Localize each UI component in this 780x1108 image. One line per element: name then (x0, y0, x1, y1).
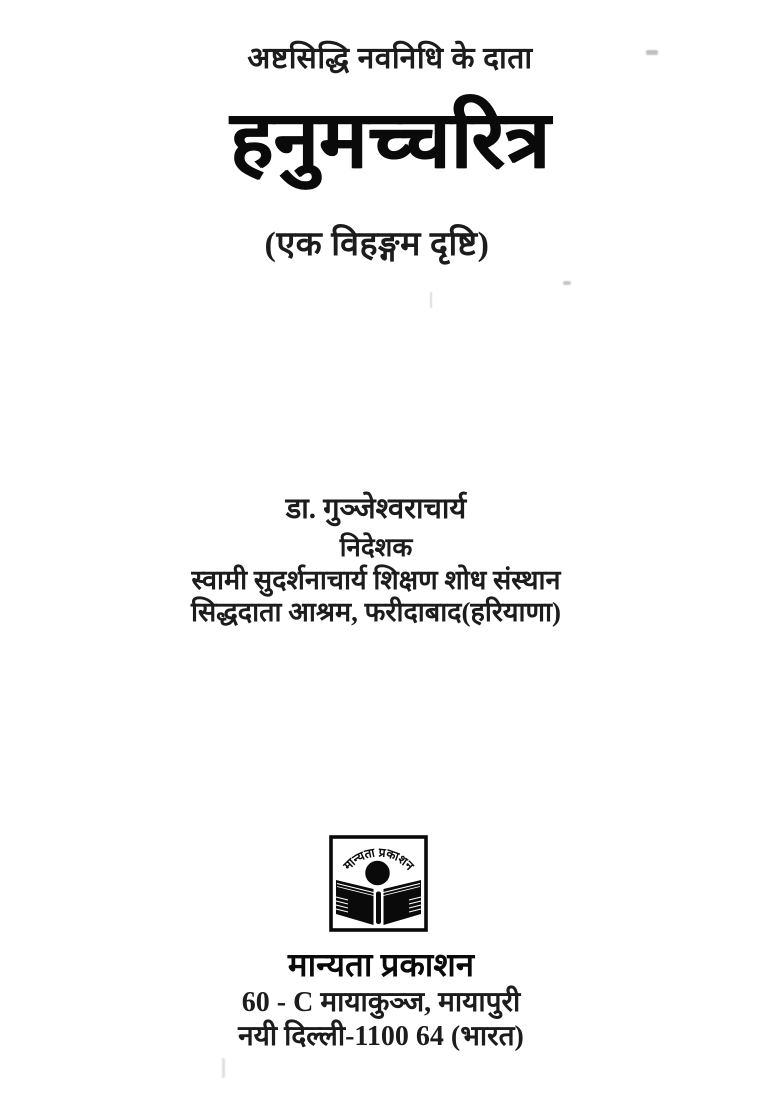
scan-speck (430, 292, 432, 308)
logo-arc-text: मान्यता प्रकाशन (340, 845, 417, 873)
author-name: डा. गुञ्जेश्वराचार्य (285, 493, 467, 525)
book-subtitle: (एक विहङ्गम दृष्टि) (264, 226, 490, 263)
publisher-name: मान्यता प्रकाशन (287, 948, 475, 984)
scan-speck (563, 281, 571, 285)
author-institution: स्वामी सुदर्शनाचार्य शिक्षण शोध संस्थान (191, 565, 561, 595)
author-designation: निदेशक (339, 533, 413, 562)
author-location: सिद्धदाता आश्रम, फरीदाबाद(हरियाणा) (190, 597, 562, 627)
book-tagline: अष्टसिद्धि नवनिधि के दाता (247, 42, 533, 75)
scan-speck (222, 1058, 225, 1078)
publisher-address-line1: 60 - C मायाकुञ्ज, मायापुरी (241, 987, 521, 1018)
scan-speck (646, 50, 658, 55)
book-title: हनुमच्चरित्र (229, 97, 551, 185)
open-book-icon (336, 880, 421, 925)
logo-circle (365, 860, 391, 886)
publisher-address-line2: नयी दिल्ली-1100 64 (भारत) (238, 1021, 524, 1052)
publisher-logo (329, 835, 428, 932)
